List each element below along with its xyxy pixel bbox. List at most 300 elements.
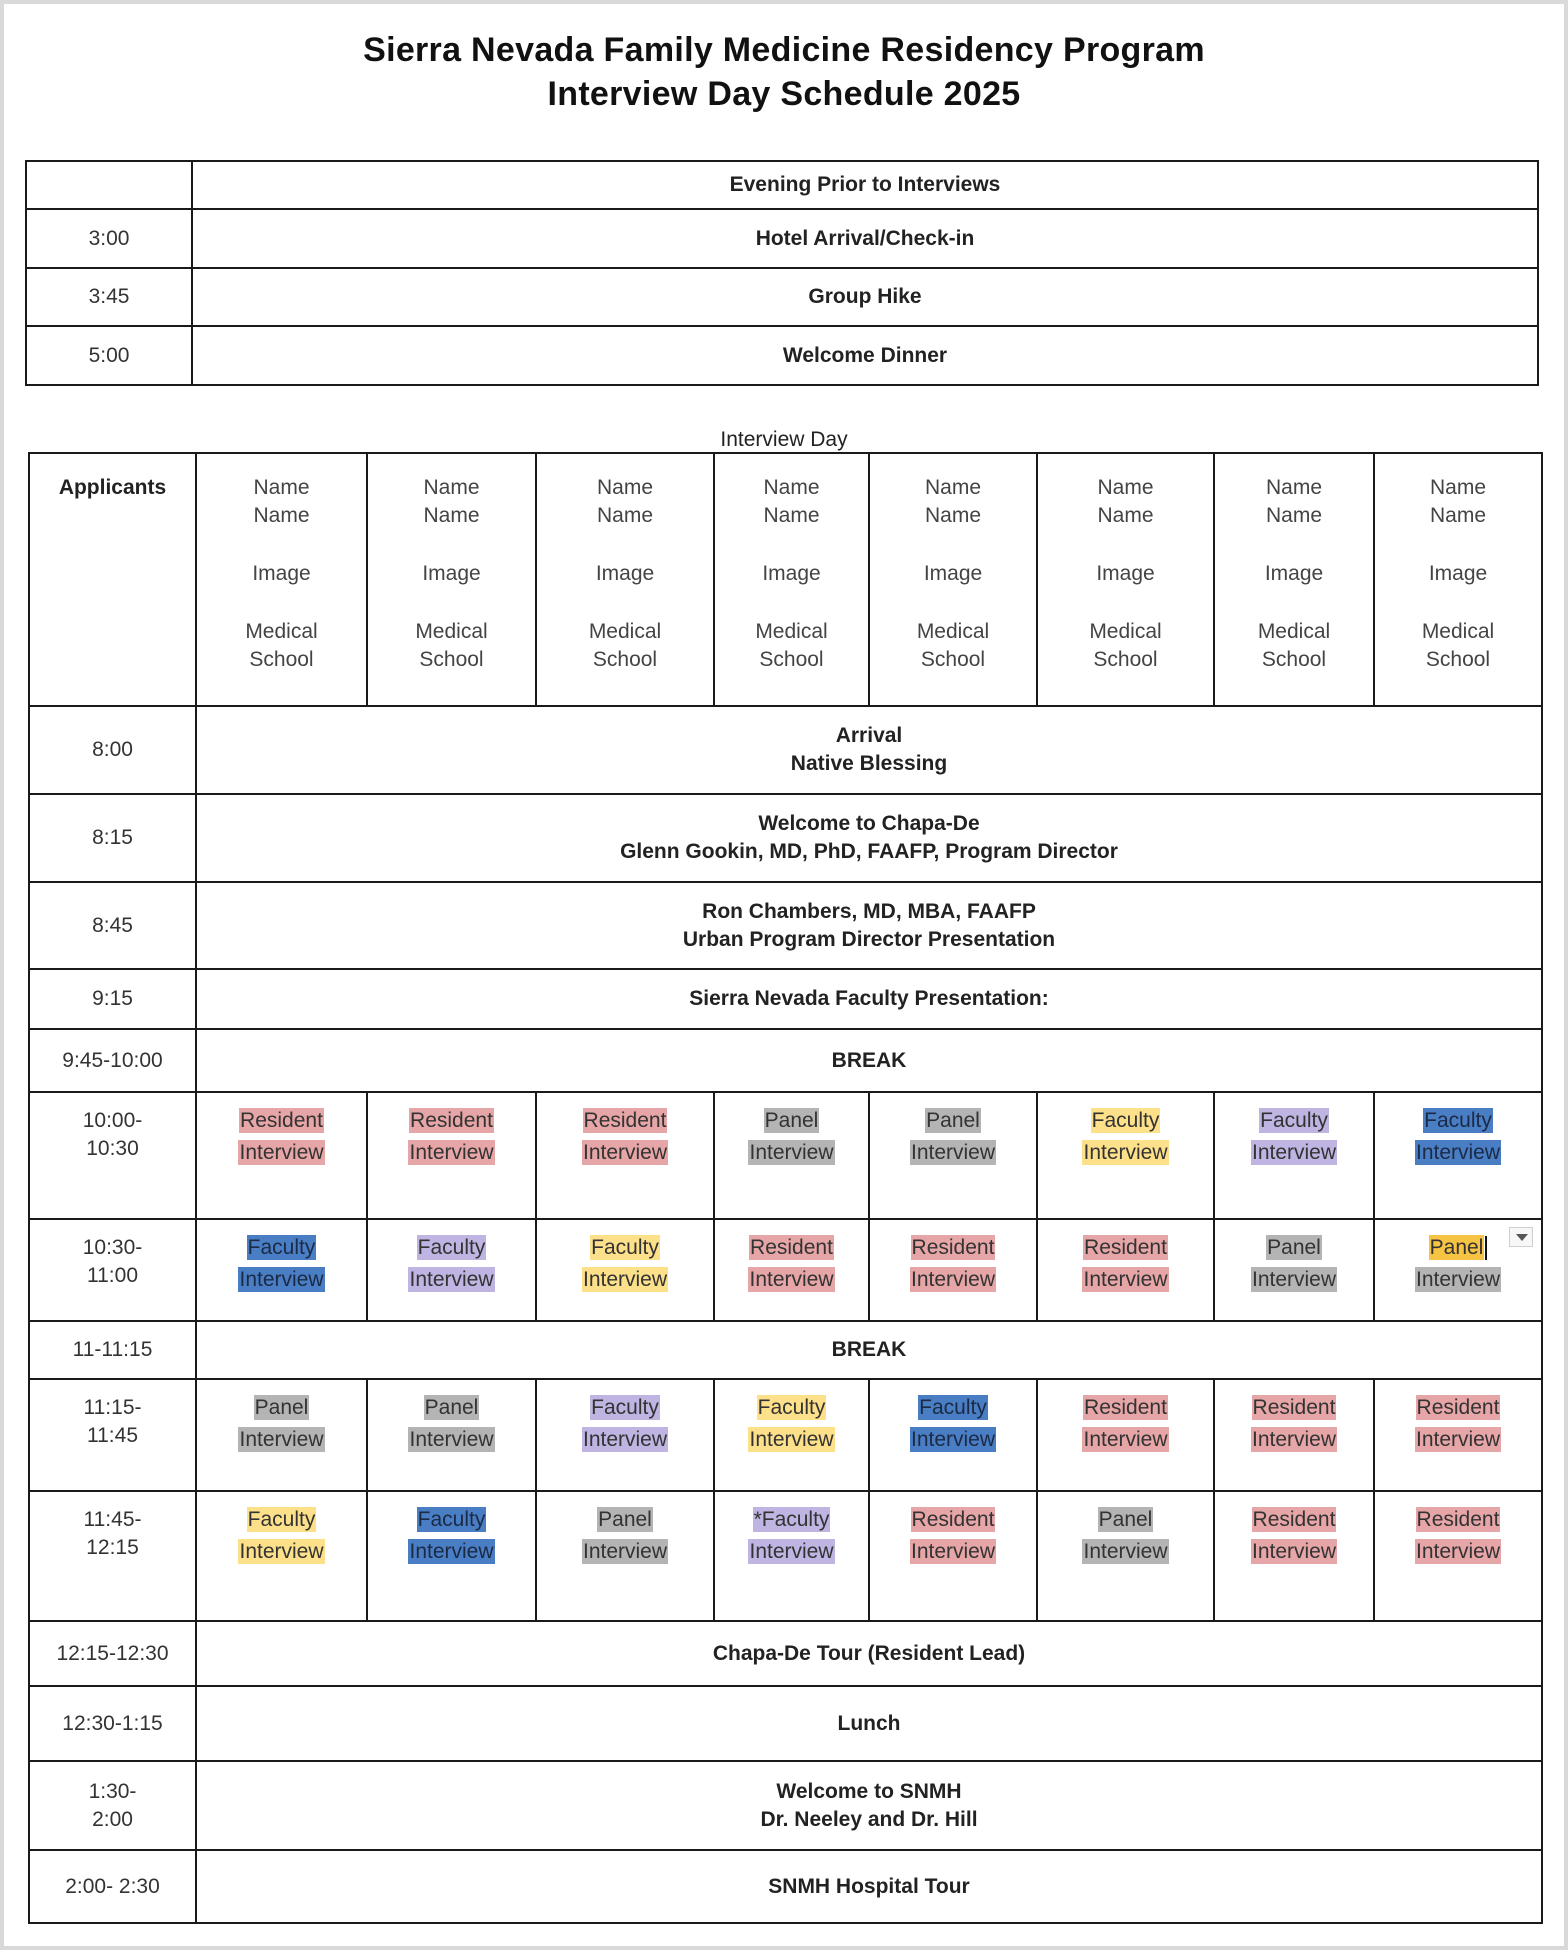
slot-line-wrapper <box>368 1394 535 1422</box>
interview-slot-resident[interactable] <box>1374 1379 1542 1491</box>
slot-line-wrapper <box>1375 1506 1541 1534</box>
session-text: Ron Chambers, MD, MBA, FAAFP <box>702 899 1036 923</box>
applicant-image-placeholder: Image <box>1264 562 1324 585</box>
interview-type-label: Resident <box>750 1236 833 1259</box>
interview-label: Interview <box>1083 1428 1168 1451</box>
interview-slot-resident[interactable] <box>1037 1219 1214 1321</box>
slot-line-wrapper <box>537 1394 713 1422</box>
spacer <box>870 530 1036 560</box>
slot-line-wrapper <box>1375 1139 1541 1167</box>
session-cell[interactable] <box>196 1029 1542 1092</box>
spacer <box>1215 588 1373 618</box>
interview-label: Interview <box>582 1141 668 1164</box>
slot-line-wrapper <box>715 1426 868 1454</box>
time-text: 8:15 <box>92 826 133 849</box>
slot-line-wrapper <box>197 1538 366 1566</box>
interview-slot-row <box>29 1219 1542 1321</box>
time-cell[interactable] <box>29 1686 196 1761</box>
evening-time[interactable]: 3:45 <box>26 268 192 326</box>
interview-type-label: Resident <box>1252 1508 1336 1531</box>
applicant-first-name: Name <box>924 476 982 499</box>
slot-line-wrapper <box>870 1234 1036 1262</box>
slot-line-wrapper <box>368 1426 535 1454</box>
interview-slot-resident[interactable] <box>196 1092 367 1219</box>
interview-label: Interview <box>1083 1268 1168 1291</box>
interview-slot-faculty-purple[interactable] <box>1214 1092 1374 1219</box>
evening-time[interactable]: 3:00 <box>26 209 192 268</box>
slot-line-wrapper <box>1038 1139 1213 1167</box>
interview-slot-panel[interactable] <box>1214 1219 1374 1321</box>
spacer <box>1215 530 1373 560</box>
applicant-image-placeholder: Image <box>1428 562 1488 585</box>
interview-day-table <box>28 452 1543 1924</box>
interview-slot-resident[interactable] <box>367 1092 536 1219</box>
interview-slot-panel[interactable] <box>1037 1491 1214 1621</box>
interview-type-label: Resident <box>240 1109 323 1132</box>
applicant-school-line-2: School <box>592 648 658 671</box>
session-text: BREAK <box>831 1338 907 1361</box>
session-text: Welcome to Chapa-De <box>758 812 980 835</box>
applicants-label: Applicants <box>58 476 167 499</box>
document-page <box>4 4 1564 1946</box>
slot-line-wrapper <box>870 1538 1036 1566</box>
session-cell[interactable] <box>196 1621 1542 1686</box>
spacer <box>1375 588 1541 618</box>
session-text: Lunch <box>837 1711 901 1735</box>
applicant-first-name: Name <box>1429 476 1487 499</box>
slot-line-wrapper <box>1038 1506 1213 1534</box>
interview-type-label: Panel <box>764 1109 819 1132</box>
time-cell[interactable] <box>29 1029 196 1092</box>
slot-line-wrapper <box>537 1234 713 1262</box>
applicant-last-name: Name <box>1429 504 1487 527</box>
applicant-school-line-2: School <box>920 648 986 671</box>
slot-line-wrapper <box>870 1426 1036 1454</box>
cell-dropdown-arrow-icon[interactable] <box>1509 1227 1533 1247</box>
interview-slot-faculty-blue[interactable] <box>196 1219 367 1321</box>
interview-type-label: Panel <box>1267 1236 1321 1259</box>
applicant-last-name: Name <box>1265 504 1323 527</box>
interview-label: Interview <box>409 1428 494 1451</box>
slot-line-wrapper <box>1215 1139 1373 1167</box>
slot-line-wrapper <box>537 1506 713 1534</box>
spacer <box>1375 530 1541 560</box>
evening-header[interactable]: Evening Prior to Interviews <box>192 161 1538 209</box>
interview-slot-faculty-yellow[interactable] <box>1037 1092 1214 1219</box>
interview-type-label: Resident <box>1416 1508 1500 1531</box>
session-cell[interactable] <box>196 794 1542 882</box>
slot-line-wrapper <box>368 1538 535 1566</box>
interview-label: Interview <box>1251 1540 1337 1563</box>
interview-type-label: Panel <box>254 1396 309 1419</box>
session-cell[interactable] <box>196 1686 1542 1761</box>
session-cell[interactable] <box>196 1850 1542 1923</box>
interview-label: Interview <box>409 1268 494 1291</box>
interview-day-label: Interview Day <box>720 428 848 451</box>
interview-type-label: Faculty <box>591 1236 659 1259</box>
slot-line-wrapper <box>870 1506 1036 1534</box>
afternoon-session-row <box>29 1761 1542 1850</box>
slot-line-wrapper <box>715 1266 868 1294</box>
applicant-image-placeholder: Image <box>252 562 311 585</box>
interview-label: Interview <box>749 1540 834 1563</box>
document-title <box>4 28 1564 116</box>
applicant-cell[interactable] <box>1374 453 1542 706</box>
session-text: Sierra Nevada Faculty Presentation: <box>689 987 1049 1010</box>
applicant-first-name: Name <box>1265 476 1323 499</box>
interview-slot-faculty-blue[interactable] <box>367 1491 536 1621</box>
time-end: 11:45 <box>87 1424 138 1447</box>
interview-slot-row <box>29 1379 1542 1491</box>
time-text: 9:45-10:00 <box>62 1048 163 1072</box>
applicant-school-line-1: Medical <box>1089 620 1162 643</box>
interview-label: Interview <box>910 1268 996 1291</box>
evening-header-row <box>26 161 1538 209</box>
interview-slot-faculty-yellow[interactable] <box>196 1491 367 1621</box>
applicant-last-name: Name <box>596 504 654 527</box>
applicant-first-name: Name <box>253 476 310 499</box>
evening-row <box>26 268 1538 326</box>
session-text: Welcome to SNMH <box>776 1779 962 1803</box>
interview-slot-faculty-yellow[interactable] <box>714 1379 869 1491</box>
spacer <box>537 588 713 618</box>
slot-line-wrapper <box>537 1538 713 1566</box>
interview-type-label: Resident <box>1416 1396 1500 1419</box>
applicant-cell[interactable] <box>714 453 869 706</box>
session-text: Glenn Gookin, MD, PhD, FAAFP, Program Director <box>620 840 1118 863</box>
interview-type-label: Panel <box>1098 1508 1153 1531</box>
applicant-school-line-2: School <box>249 648 314 671</box>
slot-line-wrapper <box>537 1107 713 1135</box>
slot-line-wrapper <box>1375 1266 1541 1294</box>
interview-label: Interview <box>910 1141 996 1164</box>
slot-line-wrapper <box>537 1266 713 1294</box>
interview-label: Interview <box>1415 1268 1501 1291</box>
slot-line-wrapper <box>715 1506 868 1534</box>
applicant-cell[interactable] <box>1214 453 1374 706</box>
interview-label: Interview <box>582 1540 668 1563</box>
time-start: 11:45- <box>83 1508 142 1531</box>
interview-type-label: Resident <box>1084 1236 1167 1259</box>
interview-slot-panel[interactable] <box>367 1379 536 1491</box>
slot-line-wrapper <box>1038 1394 1213 1422</box>
slot-line-wrapper <box>197 1506 366 1534</box>
slot-line-wrapper <box>1038 1266 1213 1294</box>
interview-label: Interview <box>1415 1141 1501 1164</box>
time-cell[interactable] <box>29 1491 196 1621</box>
session-text: Urban Program Director Presentation <box>682 927 1056 951</box>
interview-label: Interview <box>239 1540 324 1563</box>
spacer <box>197 530 366 560</box>
interview-label: Interview <box>1251 1268 1337 1291</box>
time-text: 9:15 <box>92 987 133 1010</box>
interview-slot-panel[interactable] <box>869 1092 1037 1219</box>
session-text: SNMH Hospital Tour <box>768 1874 970 1898</box>
morning-session-row <box>29 794 1542 882</box>
interview-label: Interview <box>582 1428 668 1451</box>
time-cell[interactable] <box>29 969 196 1029</box>
slot-line-wrapper <box>1215 1107 1373 1135</box>
interview-slot-resident[interactable] <box>536 1092 714 1219</box>
interview-type-label: Faculty <box>757 1396 826 1419</box>
applicant-last-name: Name <box>423 504 480 527</box>
slot-line-wrapper <box>197 1426 366 1454</box>
applicant-last-name: Name <box>1097 504 1154 527</box>
applicant-school-line-2: School <box>419 648 484 671</box>
interview-label: Interview <box>1415 1428 1501 1451</box>
interview-type-label: Faculty <box>591 1396 659 1419</box>
evening-schedule-table <box>25 160 1539 386</box>
applicant-last-name: Name <box>253 504 310 527</box>
interview-slot-panel[interactable] <box>714 1092 869 1219</box>
evening-event[interactable]: Welcome Dinner <box>192 326 1538 385</box>
interview-slot-resident[interactable] <box>1374 1491 1542 1621</box>
interview-label: Interview <box>582 1268 668 1291</box>
slot-line-wrapper <box>1375 1394 1541 1422</box>
spacer <box>537 530 713 560</box>
time-start: 10:30- <box>82 1236 143 1259</box>
interview-type-label: Faculty <box>1260 1109 1328 1132</box>
spacer <box>368 588 535 618</box>
applicant-school-line-1: Medical <box>245 620 318 643</box>
time-end: 11:00 <box>87 1264 138 1287</box>
time-cell[interactable] <box>29 1761 196 1850</box>
applicant-school-line-1: Medical <box>1421 620 1495 643</box>
session-cell[interactable] <box>196 882 1542 969</box>
session-cell[interactable] <box>196 1761 1542 1850</box>
afternoon-session-row <box>29 1850 1542 1923</box>
slot-line-wrapper <box>1038 1234 1213 1262</box>
spacer <box>715 530 868 560</box>
interview-slot-row <box>29 1092 1542 1219</box>
session-text: Chapa-De Tour (Resident Lead) <box>712 1641 1026 1665</box>
applicant-last-name: Name <box>924 504 982 527</box>
slot-line-wrapper <box>715 1394 868 1422</box>
evening-header-time-cell[interactable] <box>26 161 192 209</box>
slot-line-wrapper <box>1215 1234 1373 1262</box>
spacer <box>1038 588 1213 618</box>
time-text: 11-11:15 <box>72 1338 153 1361</box>
interview-slot-faculty-blue[interactable] <box>869 1379 1037 1491</box>
applicants-label-cell[interactable] <box>29 453 196 706</box>
session-text: BREAK <box>831 1048 907 1072</box>
afternoon-session-row <box>29 1621 1542 1686</box>
time-cell[interactable] <box>29 1379 196 1491</box>
spacer <box>715 588 868 618</box>
time-text: 8:00 <box>92 738 133 761</box>
applicant-school-line-1: Medical <box>415 620 488 643</box>
time-text: 12:30-1:15 <box>62 1711 163 1735</box>
slot-line-wrapper <box>368 1266 535 1294</box>
interview-type-label: Resident <box>1084 1396 1167 1419</box>
slot-line-wrapper <box>870 1266 1036 1294</box>
interview-label: Interview <box>409 1540 494 1563</box>
applicant-image-placeholder: Image <box>1096 562 1155 585</box>
time-cell[interactable] <box>29 794 196 882</box>
interview-type-label: Resident <box>410 1109 493 1132</box>
morning-session-row <box>29 882 1542 969</box>
time-text: 2:00 <box>92 1807 133 1831</box>
slot-line-wrapper <box>1038 1426 1213 1454</box>
time-text: 8:45 <box>92 913 133 937</box>
afternoon-session-row <box>29 1686 1542 1761</box>
applicant-cell[interactable] <box>367 453 536 706</box>
interview-type-label: Panel <box>598 1508 652 1531</box>
interview-type-label: Faculty <box>1424 1109 1492 1132</box>
applicant-image-placeholder: Image <box>422 562 481 585</box>
interview-label: Interview <box>749 1428 834 1451</box>
evening-row <box>26 326 1538 385</box>
slot-line-wrapper <box>197 1266 366 1294</box>
interview-slot-panel[interactable] <box>536 1491 714 1621</box>
slot-line-wrapper <box>1375 1538 1541 1566</box>
interview-label: Interview <box>910 1540 996 1563</box>
slot-line-wrapper <box>715 1538 868 1566</box>
evening-row <box>26 209 1538 268</box>
interview-type-label: Faculty <box>919 1396 987 1419</box>
time-cell[interactable] <box>29 1850 196 1923</box>
interview-label: Interview <box>1083 1540 1168 1563</box>
time-cell[interactable] <box>29 1219 196 1321</box>
slot-line-wrapper <box>1038 1538 1213 1566</box>
time-cell[interactable] <box>29 1092 196 1219</box>
interview-slot-panel[interactable] <box>196 1379 367 1491</box>
time-cell[interactable] <box>29 1621 196 1686</box>
slot-line-wrapper <box>197 1394 366 1422</box>
interview-label: Interview <box>239 1428 324 1451</box>
applicant-school-line-2: School <box>759 648 824 671</box>
applicant-image-placeholder: Image <box>595 562 655 585</box>
applicant-cell[interactable] <box>869 453 1037 706</box>
session-cell[interactable] <box>196 1321 1542 1379</box>
interview-type-label: Resident <box>911 1508 995 1531</box>
text-cursor <box>1485 1236 1487 1260</box>
time-cell[interactable] <box>29 706 196 794</box>
slot-line-wrapper <box>537 1426 713 1454</box>
interview-slot-resident[interactable] <box>869 1219 1037 1321</box>
interview-slot-faculty-purple[interactable] <box>714 1491 869 1621</box>
interview-label: Interview <box>1251 1141 1337 1164</box>
slot-line-wrapper <box>1215 1506 1373 1534</box>
evening-time[interactable]: 5:00 <box>26 326 192 385</box>
applicant-school-line-1: Medical <box>755 620 828 643</box>
session-cell[interactable] <box>196 969 1542 1029</box>
applicant-first-name: Name <box>423 476 480 499</box>
applicants-header-row <box>29 453 1542 706</box>
applicant-school-line-2: School <box>1425 648 1491 671</box>
session-text: Native Blessing <box>790 752 948 775</box>
spacer <box>870 588 1036 618</box>
applicant-school-line-1: Medical <box>588 620 662 643</box>
slot-line-wrapper <box>1215 1266 1373 1294</box>
session-text: Dr. Neeley and Dr. Hill <box>760 1807 978 1831</box>
applicant-cell[interactable] <box>196 453 367 706</box>
applicant-first-name: Name <box>763 476 820 499</box>
slot-line-wrapper <box>715 1139 868 1167</box>
interview-label: Interview <box>749 1268 834 1291</box>
time-cell[interactable] <box>29 1321 196 1379</box>
interview-type-label: Resident <box>911 1236 995 1259</box>
interview-type-label: Faculty <box>247 1508 316 1531</box>
slot-line-wrapper <box>197 1234 366 1262</box>
spacer <box>1038 530 1213 560</box>
slot-line-wrapper <box>197 1139 366 1167</box>
interview-slot-resident[interactable] <box>1214 1379 1374 1491</box>
interview-type-label: Faculty <box>247 1236 316 1259</box>
time-start: 10:00- <box>82 1109 143 1132</box>
interview-slot-faculty-purple[interactable] <box>536 1379 714 1491</box>
interview-label: Interview <box>239 1268 324 1291</box>
time-cell[interactable] <box>29 882 196 969</box>
interview-label: Interview <box>1083 1141 1168 1164</box>
slot-line-wrapper <box>197 1107 366 1135</box>
slot-line-wrapper <box>1375 1107 1541 1135</box>
interview-type-label: Panel <box>424 1396 479 1419</box>
slot-line-wrapper <box>715 1107 868 1135</box>
interview-slot-faculty-purple[interactable] <box>367 1219 536 1321</box>
interview-slot-resident[interactable] <box>1037 1379 1214 1491</box>
interview-slot-resident[interactable] <box>1214 1491 1374 1621</box>
slot-line-wrapper <box>368 1107 535 1135</box>
interview-type-label: Resident <box>583 1109 667 1132</box>
evening-event[interactable]: Group Hike <box>192 268 1538 326</box>
interview-label: Interview <box>749 1141 834 1164</box>
applicant-first-name: Name <box>1097 476 1154 499</box>
slot-line-wrapper <box>368 1506 535 1534</box>
interview-slot-faculty-yellow[interactable] <box>536 1219 714 1321</box>
time-end: 12:15 <box>86 1536 139 1559</box>
interview-type-label: *Faculty <box>753 1508 830 1531</box>
interview-slot-row <box>29 1491 1542 1621</box>
applicant-first-name: Name <box>596 476 654 499</box>
interview-type-label: Panel <box>926 1109 980 1132</box>
applicant-image-placeholder: Image <box>762 562 821 585</box>
time-text: 1:30- <box>88 1779 137 1803</box>
interview-label: Interview <box>239 1141 324 1164</box>
interview-type-label: Resident <box>1252 1396 1336 1419</box>
applicant-cell[interactable] <box>1037 453 1214 706</box>
applicant-school-line-2: School <box>1093 648 1158 671</box>
slot-line-wrapper <box>1215 1426 1373 1454</box>
session-cell[interactable] <box>196 706 1542 794</box>
slot-line-wrapper <box>1215 1538 1373 1566</box>
interview-slot-resident[interactable] <box>714 1219 869 1321</box>
applicant-cell[interactable] <box>536 453 714 706</box>
interview-type-label: Panel <box>1429 1236 1484 1259</box>
slot-line-wrapper <box>1215 1394 1373 1422</box>
slot-line-wrapper <box>870 1107 1036 1135</box>
interview-slot-faculty-blue[interactable] <box>1374 1092 1542 1219</box>
spacer <box>368 530 535 560</box>
morning-session-row <box>29 969 1542 1029</box>
interview-label: Interview <box>1251 1428 1337 1451</box>
spacer <box>197 588 366 618</box>
title-line-1: Sierra Nevada Family Medicine Residency Program <box>363 31 1205 69</box>
evening-event[interactable]: Hotel Arrival/Check-in <box>192 209 1538 268</box>
morning-session-row <box>29 706 1542 794</box>
time-text: 12:15-12:30 <box>56 1641 169 1665</box>
title-line-2: Interview Day Schedule 2025 <box>547 75 1021 113</box>
time-start: 11:15- <box>83 1396 142 1419</box>
slot-line-wrapper <box>1038 1107 1213 1135</box>
slot-line-wrapper <box>870 1139 1036 1167</box>
interview-label: Interview <box>910 1428 996 1451</box>
interview-type-label: Faculty <box>417 1236 486 1259</box>
slot-line-wrapper <box>1375 1426 1541 1454</box>
interview-slot-resident[interactable] <box>869 1491 1037 1621</box>
applicant-school-line-2: School <box>1261 648 1327 671</box>
interview-label: Interview <box>1415 1540 1501 1563</box>
